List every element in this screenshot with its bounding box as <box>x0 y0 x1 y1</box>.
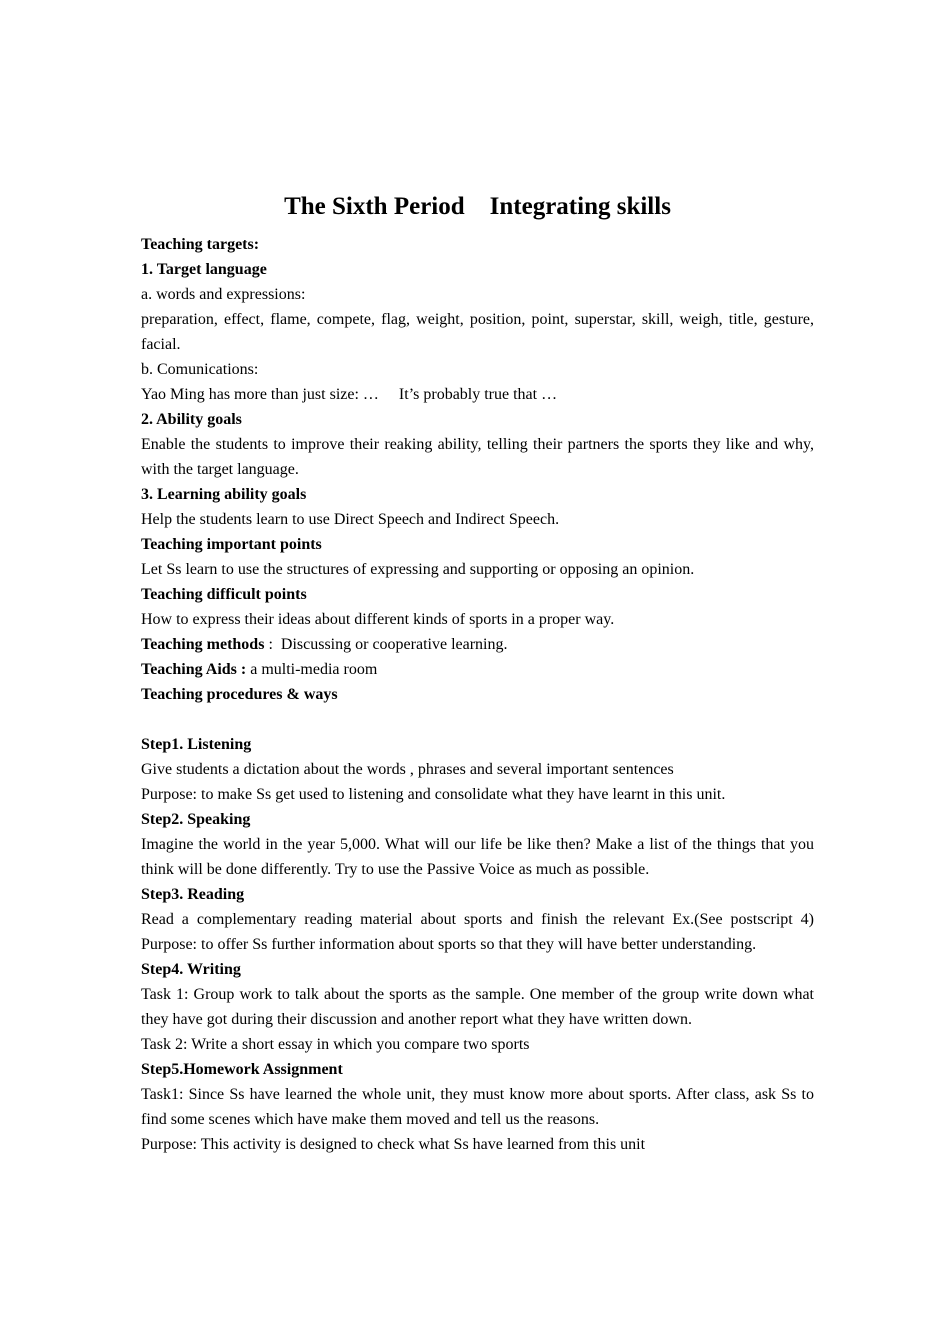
teaching-targets-heading: Teaching targets: <box>141 236 260 253</box>
step3-purpose: Purpose: to offer Ss further information about sports so that they will have better understanding. <box>141 936 757 953</box>
step5-task1: Task1: Since Ss have learned the whole unit, they must know more about sports. After class, ask Ss to find some scenes which have make them moved and tell us the reasons. <box>141 1086 814 1128</box>
step2-heading: Step2. Speaking <box>141 811 251 828</box>
step5-purpose: Purpose: This activity is designed to check what Ss have learned from this unit <box>141 1136 646 1153</box>
learning-ability-goals-text: Help the students learn to use Direct Speech and Indirect Speech. <box>141 511 560 528</box>
step5-heading: Step5.Homework Assignment <box>141 1061 343 1078</box>
step4-task2: Task 2: Write a short essay in which you compare two sports <box>141 1036 530 1053</box>
ability-goals-text: Enable the students to improve their reaking ability, telling their partners the sports they like and why, with the target language. <box>141 436 814 478</box>
step1-purpose: Purpose: to make Ss get used to listening and consolidate what they have learnt in this unit. <box>141 786 726 803</box>
step3-text: Read a complementary reading material about sports and finish the relevant Ex.(See postscript 4) <box>141 911 814 928</box>
difficult-points-heading: Teaching difficult points <box>141 586 307 603</box>
step3-heading: Step3. Reading <box>141 886 245 903</box>
difficult-points-text: How to express their ideas about different kinds of sports in a proper way. <box>141 611 615 628</box>
step1-heading: Step1. Listening <box>141 736 252 753</box>
step4-heading: Step4. Writing <box>141 961 241 978</box>
important-points-text: Let Ss learn to use the structures of expressing and supporting or opposing an opinion. <box>141 561 695 578</box>
page-title: The Sixth Period Integrating skills <box>284 193 671 220</box>
communications-text: Yao Ming has more than just size: … It’s probably true that … <box>141 386 558 403</box>
procedures-heading: Teaching procedures & ways <box>141 686 338 703</box>
ability-goals-heading: 2. Ability goals <box>141 411 242 428</box>
blank-line <box>141 707 814 732</box>
step2-text: Imagine the world in the year 5,000. What will our life be like then? Make a list of the things that you think will be done differently. Try to use the Passive Voice as much as possible. <box>141 836 814 878</box>
teaching-methods-text: : Discussing or cooperative learning. <box>264 636 508 653</box>
teaching-methods-line <box>141 632 814 657</box>
step4-task1: Task 1: Group work to talk about the sports as the sample. One member of the group write down what they have got during their discussion and another report what they have written down. <box>141 986 814 1028</box>
teaching-aids-text: a multi-media room <box>246 661 378 678</box>
teaching-aids-label: Teaching Aids : <box>141 661 247 678</box>
teaching-methods-label: Teaching methods <box>141 636 265 653</box>
words-label: a. words and expressions: <box>141 286 306 303</box>
document-body <box>141 232 814 1157</box>
target-language-heading: 1. Target language <box>141 261 267 278</box>
communications-label: b. Comunications: <box>141 361 259 378</box>
learning-ability-goals-heading: 3. Learning ability goals <box>141 486 307 503</box>
important-points-heading: Teaching important points <box>141 536 322 553</box>
step1-text: Give students a dictation about the words , phrases and several important sentences <box>141 761 674 778</box>
words-list: preparation, effect, flame, compete, flag, weight, position, point, superstar, skill, weigh, title, gesture, facial. <box>141 311 814 353</box>
teaching-aids-line <box>141 657 814 682</box>
